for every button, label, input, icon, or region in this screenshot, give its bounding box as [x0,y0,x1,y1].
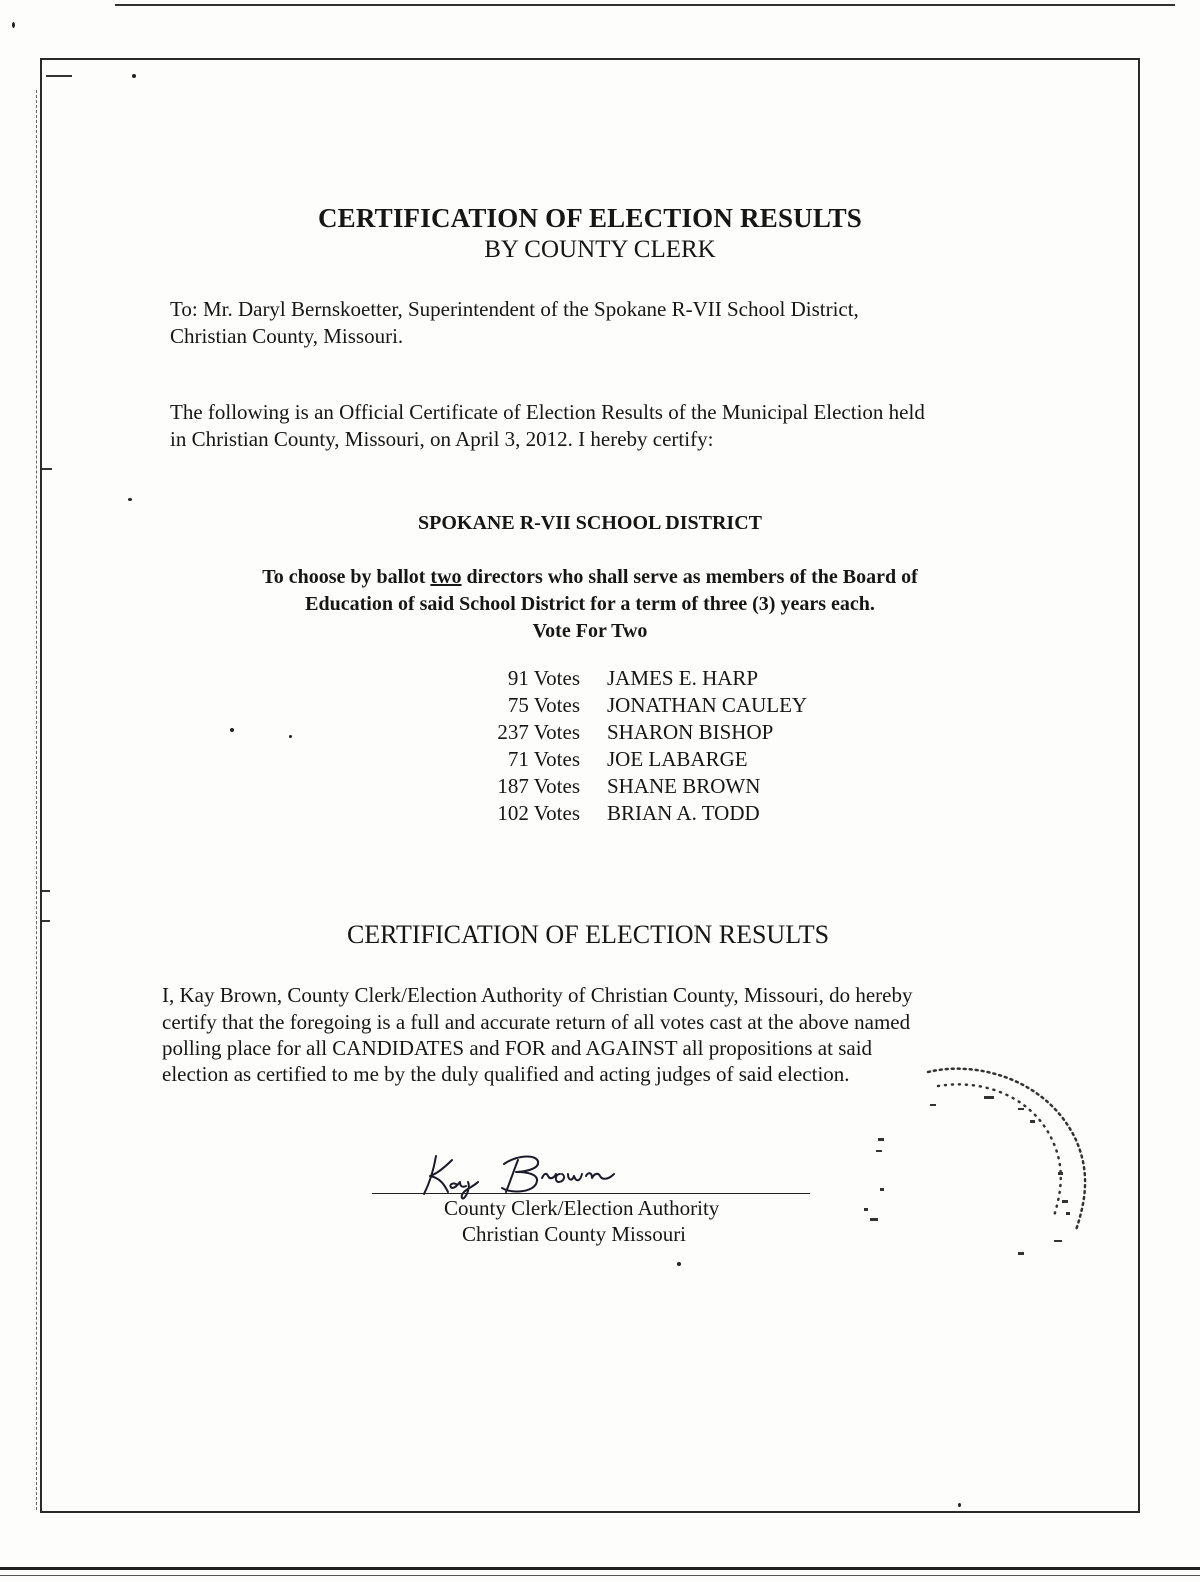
vote-count: 102 Votes [497,801,580,825]
document-title: CERTIFICATION OF ELECTION RESULTS [317,203,863,233]
certification-line-2: certify that the foregoing is a full and accurate return of all votes cast at the above named [162,1010,911,1034]
result-row [440,720,807,747]
candidate-name: SHARON BISHOP [607,720,774,744]
scan-edge-bottom-2 [0,1575,1200,1576]
instruction-underlined: two [430,566,462,588]
addressee-line-1: To: Mr. Daryl Bernskoetter, Superintendent of the Spokane R-VII School District, [170,297,859,321]
vote-count: 71 Votes [507,747,580,771]
scan-edge-bottom [0,1567,1200,1570]
certification-heading: CERTIFICATION OF ELECTION RESULTS [346,920,830,949]
embossed-seal-icon [858,1060,1098,1260]
intro-line-1: The following is an Official Certificate of Election Results of the Municipal Election held [170,400,925,424]
candidate-name: BRIAN A. TODD [607,801,760,825]
instruction-pre: To choose by ballot [262,566,431,588]
result-row [440,747,807,774]
addressee-line-2: Christian County, Missouri. [170,324,404,348]
scan-edge-left [36,90,37,1510]
instruction-line-2: Education of said School District for a term of three (3) years each. [305,593,875,615]
vote-count: 237 Votes [497,720,580,744]
candidate-name: JAMES E. HARP [607,666,759,690]
intro-line-2: in Christian County, Missouri, on April 3, 2012. I hereby certify: [170,427,714,451]
vote-count: 91 Votes [507,666,580,690]
candidate-name: SHANE BROWN [607,774,761,798]
signature-line [372,1193,810,1194]
certification-line-3: polling place for all CANDIDATES and FOR and AGAINST all propositions at said [162,1036,873,1060]
signature-county: Christian County Missouri [462,1222,687,1246]
candidate-name: JONATHAN CAULEY [607,693,808,717]
scan-speck [12,22,15,28]
district-heading: SPOKANE R-VII SCHOOL DISTRICT [418,512,762,534]
vote-count: 75 Votes [507,693,580,717]
instruction-line-1 [0,566,1180,589]
certification-line-1: I, Kay Brown, County Clerk/Election Authority of Christian County, Missouri, do hereby [162,983,913,1007]
candidate-name: JOE LABARGE [607,747,748,771]
signature-title: County Clerk/Election Authority [444,1196,720,1220]
vote-count: 187 Votes [497,774,580,798]
result-row [440,693,807,720]
result-row [440,774,807,801]
result-row [440,801,807,828]
result-row [440,666,807,693]
instruction-post: directors who shall serve as members of the Board of [461,566,918,588]
vote-for-two: Vote For Two [532,620,648,642]
document-subtitle: BY COUNTY CLERK [484,236,716,263]
certification-line-4: election as certified to me by the duly qualified and acting judges of said election. [162,1062,850,1086]
scan-edge-top [115,4,1175,6]
results-table [440,666,807,828]
